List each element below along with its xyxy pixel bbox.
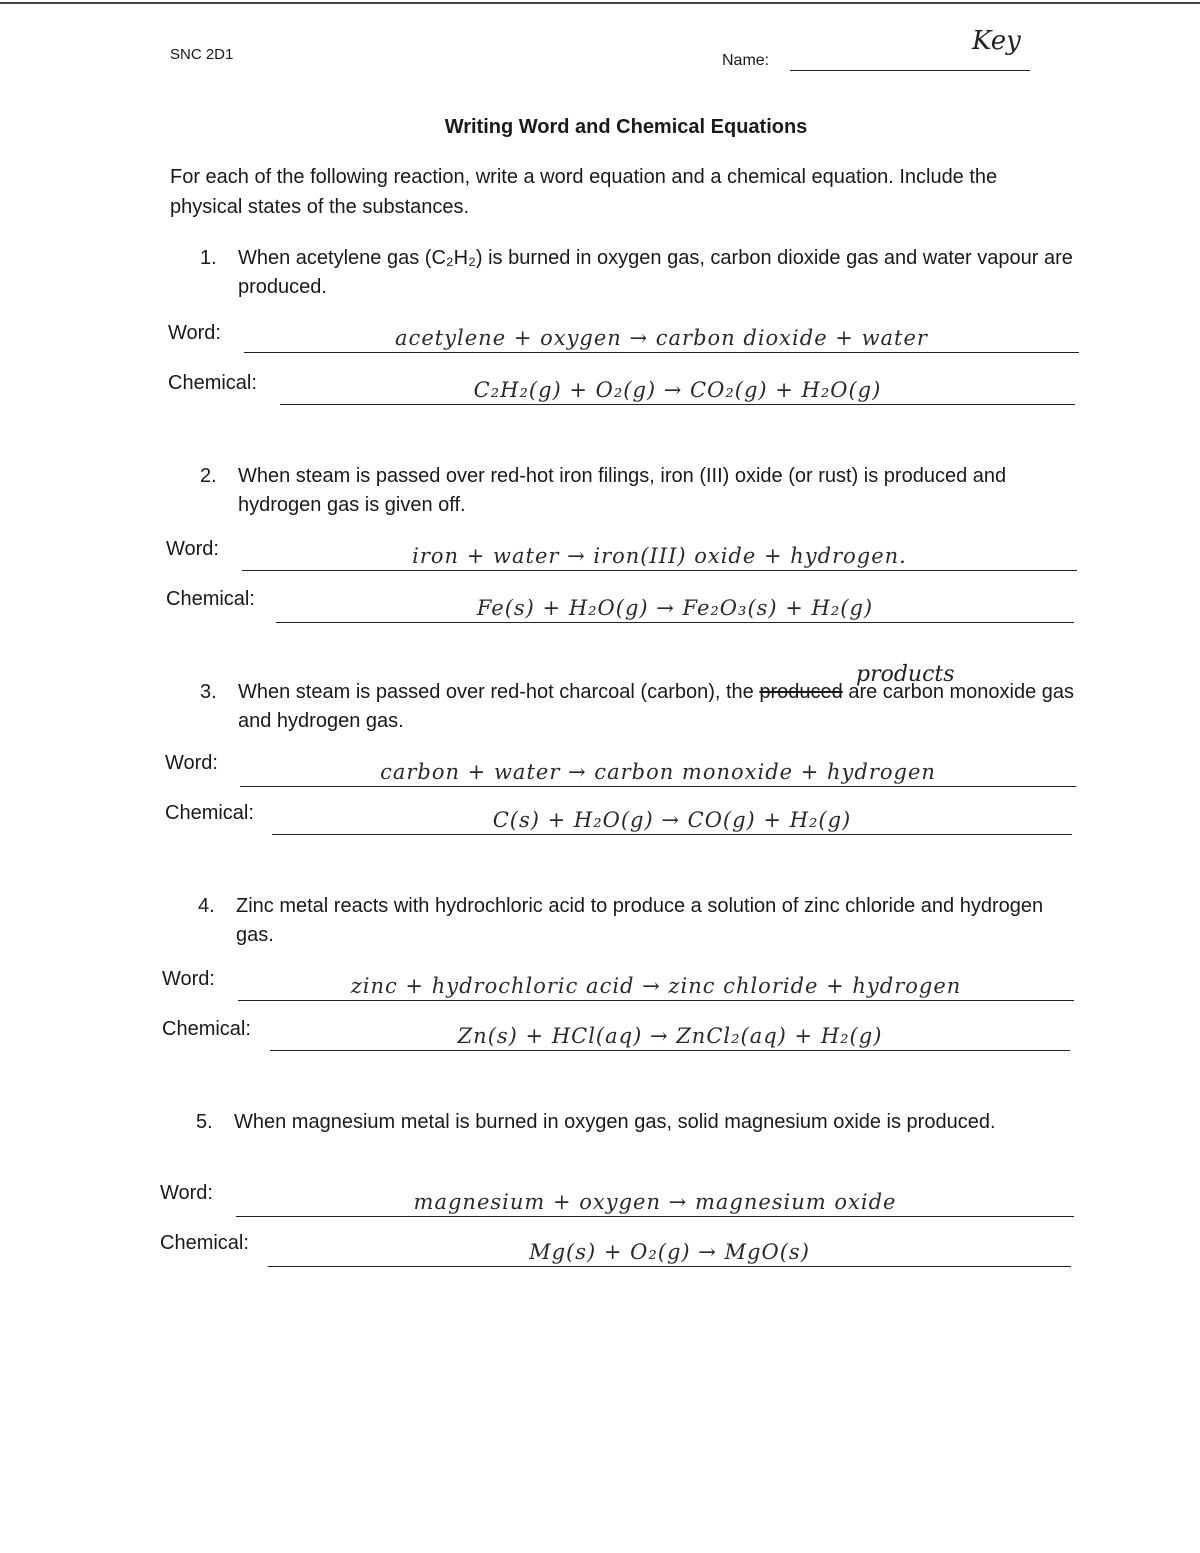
chemical-answer-line [268, 1236, 1071, 1267]
question-text-before: When steam is passed over red-hot charcoal (carbon), the [238, 681, 760, 703]
chemical-answer-handwritten: Zn(s) + HCl(aq) → ZnCl₂(aq) + H₂(g) [457, 1024, 883, 1048]
chemical-label: Chemical: [160, 1232, 249, 1254]
question-text [238, 678, 1080, 736]
question-number: 3. [200, 681, 217, 703]
word-answer-line [244, 322, 1079, 353]
chemical-answer-handwritten: C₂H₂(g) + O₂(g) → CO₂(g) + H₂O(g) [473, 378, 882, 402]
word-answer-line [242, 540, 1077, 571]
name-label: Name: [722, 52, 770, 69]
word-answer-line [240, 756, 1076, 787]
chemical-answer-line [272, 804, 1072, 835]
question-text: When steam is passed over red-hot iron filings, iron (III) oxide (or rust) is produced and hydrogen gas is given off. [238, 465, 1007, 516]
chemical-answer-line [280, 374, 1075, 405]
word-label: Word: [168, 322, 221, 344]
question-5 [196, 1108, 1076, 1137]
course-code: SNC 2D1 [170, 46, 234, 63]
question-text: When acetylene gas (C₂H₂) is burned in oxygen gas, carbon dioxide gas and water vapour are produced. [238, 247, 1073, 298]
chemical-answer-line [276, 592, 1074, 623]
word-label: Word: [165, 752, 218, 774]
question-number: 2. [200, 465, 217, 487]
page-title: Writing Word and Chemical Equations [444, 116, 808, 138]
question-2 [200, 462, 1080, 520]
question-3 [200, 678, 1080, 736]
chemical-answer-handwritten: Fe(s) + H₂O(g) → Fe₂O₃(s) + H₂(g) [476, 596, 874, 620]
chemical-answer-handwritten: Mg(s) + O₂(g) → MgO(s) [529, 1240, 810, 1264]
name-field-line [790, 70, 1030, 71]
question-number: 4. [198, 895, 215, 917]
chemical-label: Chemical: [168, 372, 257, 394]
word-answer-handwritten: iron + water → iron(III) oxide + hydrogen. [412, 544, 907, 568]
chemical-label: Chemical: [166, 588, 255, 610]
word-answer-handwritten: magnesium + oxygen → magnesium oxide [413, 1190, 897, 1214]
chemical-answer-handwritten: C(s) + H₂O(g) → CO(g) + H₂(g) [492, 808, 852, 832]
chemical-answer-line [270, 1020, 1070, 1051]
question-text-after: are carbon monoxide gas and hydrogen gas. [238, 681, 1075, 732]
page-top-edge [0, 2, 1200, 4]
question-4 [198, 892, 1078, 950]
chemical-label: Chemical: [165, 802, 254, 824]
instructions: For each of the following reaction, write a word equation and a chemical equation. Include the physical states of the substances. [170, 166, 998, 218]
question-text: Zinc metal reacts with hydrochloric acid to produce a solution of zinc chloride and hydrogen gas. [236, 895, 1044, 946]
word-answer-handwritten: zinc + hydrochloric acid → zinc chloride + hydrogen [350, 974, 962, 998]
word-answer-handwritten: carbon + water → carbon monoxide + hydrogen [380, 760, 936, 784]
question-1 [200, 244, 1080, 302]
question-number: 1. [200, 247, 217, 269]
struck-word: produced [759, 681, 843, 703]
word-label: Word: [162, 968, 215, 990]
word-label: Word: [166, 538, 219, 560]
name-handwritten: Key [972, 26, 1021, 56]
chemical-label: Chemical: [162, 1018, 251, 1040]
handwritten-correction: products [856, 662, 955, 687]
word-answer-line [236, 1186, 1074, 1217]
question-text: When magnesium metal is burned in oxygen gas, solid magnesium oxide is produced. [234, 1111, 996, 1133]
question-number: 5. [196, 1111, 213, 1133]
word-answer-handwritten: acetylene + oxygen → carbon dioxide + water [395, 326, 928, 350]
word-label: Word: [160, 1182, 213, 1204]
word-answer-line [238, 970, 1074, 1001]
